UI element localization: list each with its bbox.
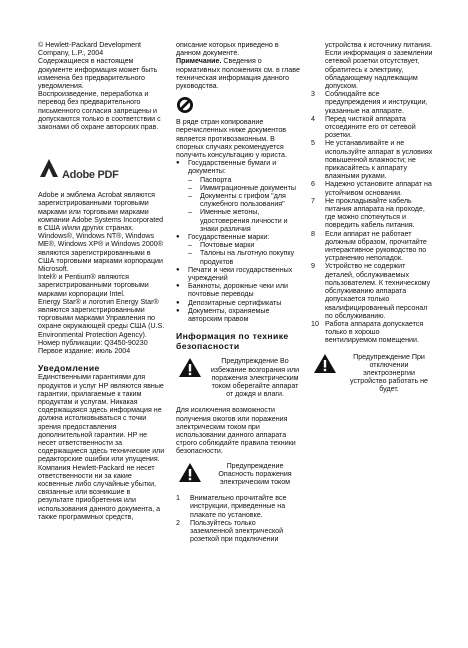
step-number: 2 <box>176 518 180 527</box>
warning-icon <box>178 462 204 487</box>
column-left <box>38 41 166 521</box>
trademark-energy-star: Energy Star® и логотип Energy Star® являются зарегистрированными торговыми марками Управления по охране окружающей среды США (U.S. Environmental Protection Agency). <box>38 297 165 339</box>
step-number: 5 <box>311 139 315 148</box>
dash-item: – Именные жетоны, удостоверения личности и знаки различия <box>176 208 300 233</box>
fire-safety-text: Для исключения возможности получения ожогов или поражения электрическим током при использовании данного аппарата строго соблюдайте правила техники безопасности. <box>176 406 296 456</box>
note-text: Сведения о нормативных положениях см. в главе техническая информация данного руководства. <box>176 57 300 91</box>
column-middle <box>176 41 300 543</box>
step-number: 8 <box>311 229 315 238</box>
warning-callout-moisture <box>176 357 300 398</box>
numbered-step <box>176 519 300 544</box>
dash-item: – Талоны на льготную покупку продуктов <box>176 249 300 265</box>
step-text: Не устанавливайте и не используйте аппарат в условиях повышенной влажности; не прикасайтесь к аппарату влажными руками. <box>325 139 433 181</box>
numbered-step <box>311 262 433 319</box>
bullet-item: ● Государственные бумаги и документы: <box>176 159 300 175</box>
step-text: Перед чисткой аппарата отсоедините его от сетевой розетки. <box>325 114 416 140</box>
step-number: 1 <box>176 494 180 503</box>
numbered-step <box>311 180 433 196</box>
step-text: Устройство не содержит деталей, обслуживаемых пользователем. К техническому обслуживанию аппарата допускается только квалифицированный персонал по обслуживанию. <box>325 262 431 320</box>
edition-text: Первое издание: июль 2004 <box>38 347 131 356</box>
trademark-intel: Intel® и Pentium® являются зарегистрированными торговыми марками корпорации Intel. <box>38 273 149 298</box>
notice-heading: Уведомление <box>38 363 100 374</box>
adobe-logo-icon <box>38 157 60 179</box>
step-text: Пользуйтесь только заземленной электрической розеткой при подключении <box>190 518 284 544</box>
dash-item: – Иммиграционные документы <box>176 184 300 192</box>
warning-icon <box>178 357 204 398</box>
bullet-item: ● Документы, охраняемые авторским правом <box>176 307 300 323</box>
step-number: 10 <box>311 319 319 328</box>
continued-text: описание которых приведено в данном документе. <box>176 41 279 58</box>
safety-steps-list <box>176 494 300 543</box>
note-label: Примечание. <box>176 57 222 66</box>
step-text: Соблюдайте все предупреждения и инструкции, указанные на аппарате. <box>325 90 428 115</box>
numbered-step <box>311 197 433 230</box>
step-number: 4 <box>311 114 315 123</box>
trademark-windows: Windows®, Windows NT®, Windows ME®, Windows XP® и Windows 2000® являются зарегистрированными в США торговыми марками корпорации Microsoft. <box>38 232 163 274</box>
copyright-text: © Hewlett-Packard Development Company, L.P., 2004 <box>38 41 142 58</box>
numbered-step <box>311 90 433 115</box>
trademark-adobe: Adobe и эмблема Acrobat являются зарегистрированными торговыми марками или торговыми марками компании Adobe Systems Incorporated в США и/или других странах. <box>38 191 164 233</box>
step-number: 9 <box>311 262 315 271</box>
liability-text: Компания Hewlett-Packard не несет ответственности ни за какие косвенные либо случайные убытки, связанные или возникшие в результате приобретения или использования данного документа, а также программных средств, <box>38 463 161 521</box>
bullet-item: ● Государственные марки: <box>176 233 300 241</box>
numbered-step <box>311 320 433 345</box>
bullet-item: ● Депозитарные сертификаты <box>176 299 300 307</box>
warning-callout-power <box>311 353 433 394</box>
step-text: Не прокладывайте кабель питания аппарата на проходе, где можно споткнуться и повредить кабель питания. <box>325 196 425 230</box>
warning-text-moisture: Предупреждение Во избежание возгорания или поражения электрическим током оберегайте аппарат от дождя и влаги. <box>210 357 300 399</box>
warning-callout-shock <box>176 462 300 487</box>
safety-steps-list-continued <box>311 90 433 344</box>
step-number: 6 <box>311 180 315 189</box>
adobe-pdf-logo <box>38 141 166 182</box>
publication-number: Номер публикации: Q3450-90230 <box>38 338 148 347</box>
step-text: Если аппарат не работает должным образом, прочитайте интерактивное руководство по устранению неполадок. <box>325 229 427 263</box>
note-paragraph <box>176 57 300 90</box>
change-notice-text: Содержащиеся в настоящем документе информация может быть изменена без предварительного уведомления. <box>38 57 158 91</box>
step-number: 7 <box>311 196 315 205</box>
bullet-item: ● Банкноты, дорожные чеки или почтовые переводы <box>176 282 300 298</box>
step-number: 3 <box>311 90 315 99</box>
warning-text-power: Предупреждение При отключении электроэнергии устройство работать не будет. <box>350 352 428 394</box>
dash-item: – Документы с грифом "для служебного пользования" <box>176 192 300 208</box>
step-text: Надежно установите аппарат на устойчивом основании. <box>325 180 432 197</box>
no-copy-icon <box>176 96 300 114</box>
step-text: Работа аппарата допускается только в хорошо вентилируемом помещении. <box>325 319 424 345</box>
bullet-item: ● Печати и чеки государственных учреждений <box>176 266 300 282</box>
warning-icon <box>313 353 339 394</box>
dash-item: – Паспорта <box>176 176 300 184</box>
continued-step-text: устройства к источнику питания. Если информация о заземлении сетевой розетки отсутствует, обратитесь к электрику, обладающему надлежащим допуском. <box>325 41 433 91</box>
copy-restriction-intro: В ряде стран копирование перечисленных ниже документов является противозаконным. В спорных случаях рекомендуется получить консультацию у юриста. <box>176 118 287 160</box>
numbered-step <box>311 230 433 263</box>
numbered-step <box>311 115 433 140</box>
notice-text: Единственными гарантиями для продуктов и услуг HP являются явные гарантии, прилагаемые к таким продуктам и услугам. Никакая содержащаяся здесь информация не должна истолковываться с точки зрения предоставления дополнительной гарантии. HP не несет ответственности за содержащиеся здесь технические или редакторские ошибки или упущения. <box>38 373 165 464</box>
dash-item: – Почтовые марки <box>176 241 300 249</box>
step-text: Внимательно прочитайте все инструкции, приведенные на плакате по установке. <box>190 494 287 519</box>
adobe-logo-wordmark: Adobe PDF <box>62 169 119 182</box>
warning-text-shock: Предупреждение Опасность поражения электрическим током <box>218 461 292 486</box>
restricted-documents-list <box>176 159 300 323</box>
reproduction-notice-text: Воспроизведение, переработка и перевод без предварительного письменного согласия запрещены и допускаются только в соответствии с законами об охране авторских прав. <box>38 90 161 132</box>
numbered-step <box>311 139 433 180</box>
safety-heading: Информация по технике безопасности <box>176 331 289 352</box>
column-right <box>311 41 433 402</box>
numbered-step <box>176 494 300 519</box>
